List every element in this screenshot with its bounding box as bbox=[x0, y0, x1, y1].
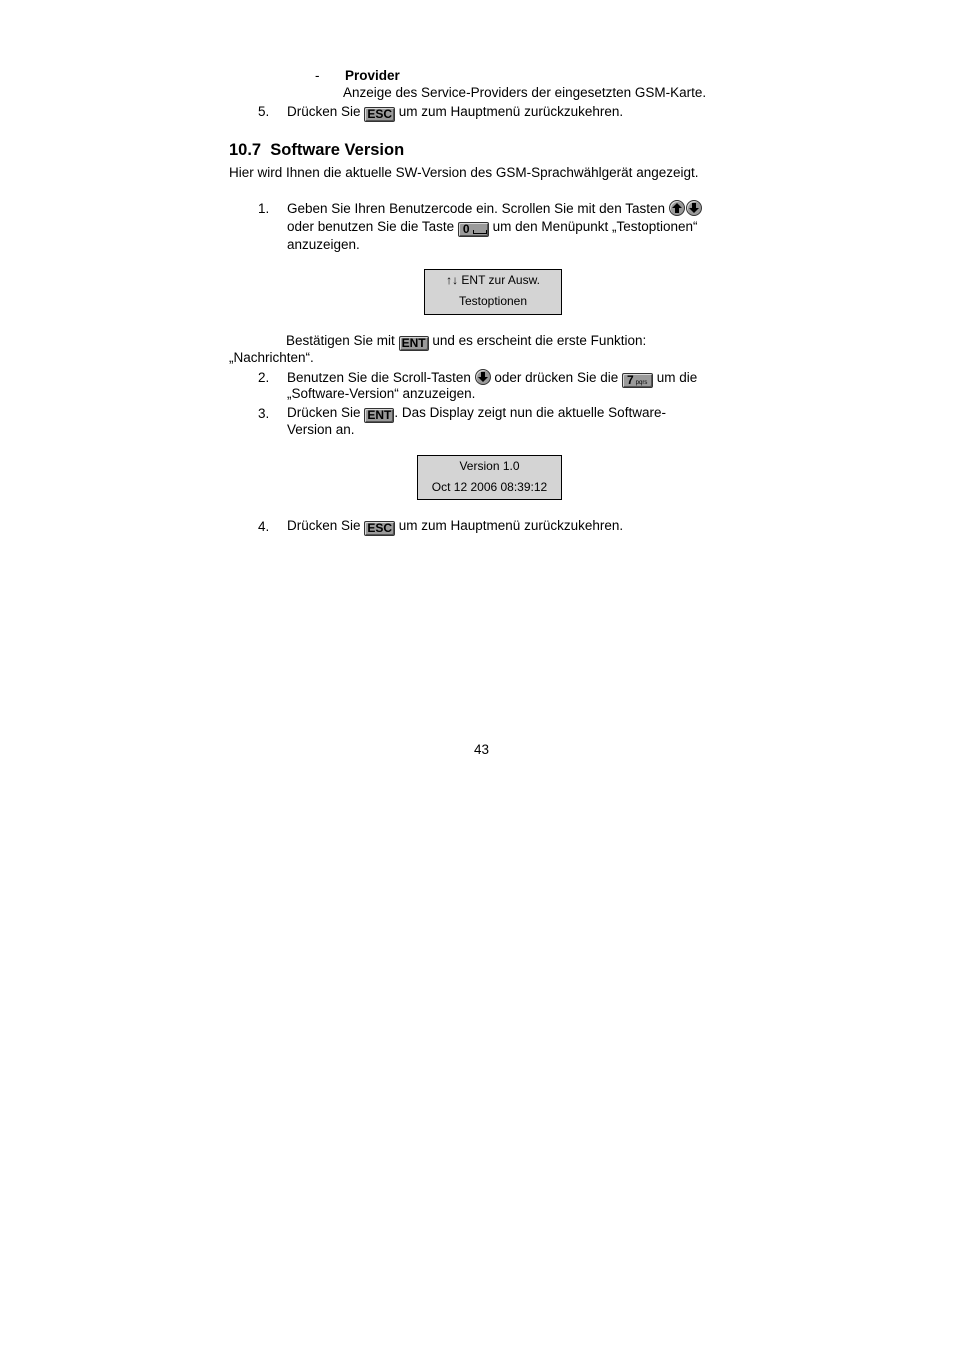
step1-line2-before: oder benutzen Sie die Taste bbox=[287, 219, 455, 234]
step2-after: um die bbox=[656, 370, 698, 385]
step4-text bbox=[287, 518, 623, 536]
step5-after: um zum Hauptmenü zurückzukehren. bbox=[398, 104, 624, 119]
step3-after: . Das Display zeigt nun die aktuelle Software- bbox=[394, 405, 666, 420]
arrow-up-key-icon bbox=[669, 200, 685, 216]
step5-before: Drücken Sie bbox=[287, 104, 361, 119]
confirm-line2: „Nachrichten“. bbox=[229, 350, 314, 365]
provider-title: Provider bbox=[345, 68, 400, 83]
step1-line1-text: Geben Sie Ihren Benutzercode ein. Scrollen Sie mit den Tasten bbox=[287, 201, 665, 216]
ent-key-icon: ENT bbox=[399, 336, 429, 351]
step3-number: 3. bbox=[258, 406, 270, 421]
lcd2-line2: Oct 12 2006 08:39:12 bbox=[431, 480, 548, 494]
step1-line3: anzuzeigen. bbox=[287, 237, 360, 252]
arrow-down-key-icon bbox=[686, 200, 702, 216]
zero-key-label: 0 bbox=[462, 222, 470, 236]
step1-line1 bbox=[287, 200, 702, 217]
section-heading: 10.7 Software Version bbox=[229, 141, 405, 159]
step4-number: 4. bbox=[258, 519, 270, 534]
step2-number: 2. bbox=[258, 370, 270, 385]
seven-key-icon bbox=[622, 373, 653, 388]
esc-key-icon: ESC bbox=[364, 521, 395, 536]
ent-key-icon: ENT bbox=[364, 408, 394, 423]
step5-text bbox=[287, 104, 623, 122]
confirm-before: Bestätigen Sie mit bbox=[286, 333, 395, 348]
step1-line2-after: um den Menüpunkt „Testoptionen“ bbox=[492, 219, 698, 234]
arrow-down-key-icon bbox=[475, 369, 491, 385]
zero-key-icon bbox=[458, 222, 489, 237]
seven-key-sub: pqrs bbox=[635, 380, 648, 386]
confirm-after: und es erscheint die erste Funktion: bbox=[432, 333, 647, 348]
list-dash: - bbox=[315, 68, 320, 83]
section-intro: Hier wird Ihnen die aktuelle SW-Version des GSM-Sprachwählgerät angezeigt. bbox=[229, 165, 699, 180]
step3-line1 bbox=[287, 405, 666, 423]
step5-number: 5. bbox=[258, 104, 270, 119]
lcd-display-version bbox=[417, 455, 562, 500]
step3-line2: Version an. bbox=[287, 422, 355, 437]
step2-middle: oder drücken Sie die bbox=[494, 370, 619, 385]
esc-key-icon: ESC bbox=[364, 107, 395, 122]
step1-line2 bbox=[287, 219, 698, 237]
provider-description: Anzeige des Service-Providers der eingesetzten GSM-Karte. bbox=[343, 85, 707, 100]
step2-before: Benutzen Sie die Scroll-Tasten bbox=[287, 370, 471, 385]
lcd1-line1: ↑↓ ENT zur Ausw. bbox=[446, 273, 540, 287]
step2-line2: „Software-Version“ anzuzeigen. bbox=[287, 386, 476, 401]
step4-before: Drücken Sie bbox=[287, 518, 361, 533]
step1-number: 1. bbox=[258, 201, 270, 216]
step4-after: um zum Hauptmenü zurückzukehren. bbox=[398, 518, 624, 533]
step3-before: Drücken Sie bbox=[287, 405, 361, 420]
lcd2-line1: Version 1.0 bbox=[459, 459, 520, 473]
lcd1-line2: Testoptionen bbox=[458, 294, 528, 308]
confirm-line1 bbox=[286, 333, 646, 351]
seven-key-label: 7 bbox=[626, 373, 634, 387]
page-number: 43 bbox=[474, 742, 490, 757]
lcd-display-testoptionen bbox=[424, 269, 562, 315]
